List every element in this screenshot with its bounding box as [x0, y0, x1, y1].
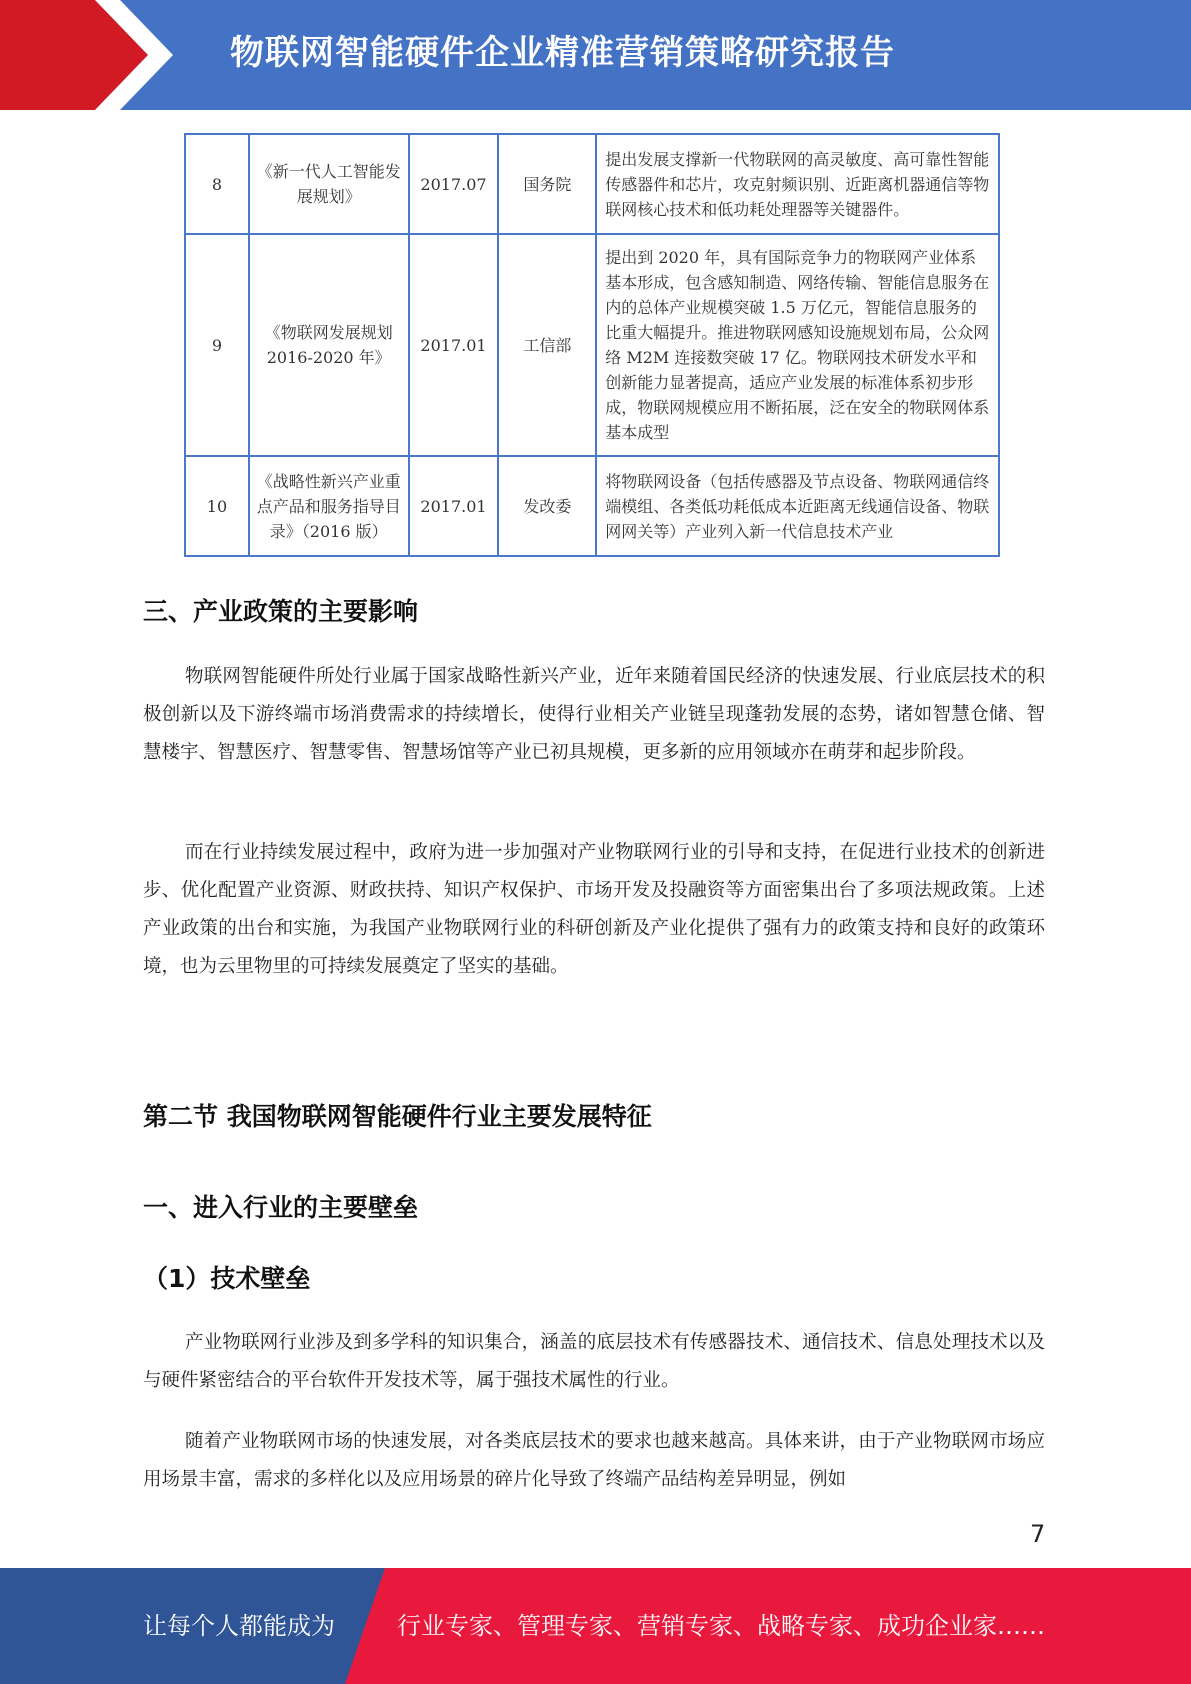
- policy-department: 发改委: [498, 456, 596, 556]
- page-number: 7: [1030, 1520, 1046, 1548]
- page-footer: [0, 1568, 1191, 1684]
- policy-date: 2017.01: [409, 456, 499, 556]
- policy-name: 《物联网发展规划 2016-2020 年》: [249, 234, 409, 456]
- policy-name: 《新一代人工智能发展规划》: [249, 134, 409, 234]
- footer-slogan-right: 行业专家、管理专家、营销专家、战略专家、成功企业家……: [397, 1612, 1045, 1640]
- report-title: 物联网智能硬件企业精准营销策略研究报告: [230, 33, 895, 73]
- body-paragraph: 而在行业持续发展过程中，政府为进一步加强对产业物联网行业的引导和支持，在促进行业技术的创新进步、优化配置产业资源、财政扶持、知识产权保护、市场开发及投融资等方面密集出台了多项法规政策。上述产业政策的出台和实施，为我国产业物联网行业的科研创新及产业化提供了强有力的政策支持和良好的政策环境，也为云里物里的可持续发展奠定了坚实的基础。: [143, 842, 1045, 977]
- table-row: [185, 234, 999, 456]
- page-header: [0, 0, 1191, 110]
- policy-department: 工信部: [498, 234, 596, 456]
- policy-name: 《战略性新兴产业重点产品和服务指导目录》（2016 版）: [249, 456, 409, 556]
- policy-date: 2017.01: [409, 234, 499, 456]
- body-paragraph: 随着产业物联网市场的快速发展，对各类底层技术的要求也越来越高。具体来讲，由于产业物联网市场应用场景丰富，需求的多样化以及应用场景的碎片化导致了终端产品结构差异明显，例如: [143, 1431, 1045, 1490]
- section-heading: 一、进入行业的主要壁垒: [143, 1193, 419, 1222]
- row-number: 10: [185, 456, 249, 556]
- policy-department: 国务院: [498, 134, 596, 234]
- table-row: [185, 134, 999, 234]
- row-number: 8: [185, 134, 249, 234]
- policy-description: 提出到 2020 年，具有国际竞争力的物联网产业体系基本形成，包含感知制造、网络传输、智能信息服务在内的总体产业规模突破 1.5 万亿元，智能信息服务的比重大幅提升。推进物联网感知设施规划布局，公众网络 M2M 连接数突破 17 亿。物联网技术研发水平和创新能力显著提高，适应产业发展的标准体系初步形成，物联网规模应用不断拓展，泛在安全的物联网体系基本成型: [596, 234, 999, 456]
- policy-date: 2017.07: [409, 134, 499, 234]
- subsection-heading: （1）技术壁垒: [143, 1264, 311, 1293]
- chapter-heading: 第二节 我国物联网智能硬件行业主要发展特征: [143, 1102, 652, 1131]
- policy-description: 提出发展支撑新一代物联网的高灵敏度、高可靠性智能传感器件和芯片，攻克射频识别、近距离机器通信等物联网核心技术和低功耗处理器等关键器件。: [596, 134, 999, 234]
- footer-slogan-left: 让每个人都能成为: [143, 1612, 335, 1640]
- table-row: [185, 456, 999, 556]
- body-paragraph: 产业物联网行业涉及到多学科的知识集合，涵盖的底层技术有传感器技术、通信技术、信息处理技术以及与硬件紧密结合的平台软件开发技术等，属于强技术属性的行业。: [143, 1332, 1045, 1391]
- section-heading: 三、产业政策的主要影响: [143, 597, 419, 626]
- policy-description: 将物联网设备（包括传感器及节点设备、物联网通信终端模组、各类低功耗低成本近距离无线通信设备、物联网网关等）产业列入新一代信息技术产业: [596, 456, 999, 556]
- row-number: 9: [185, 234, 249, 456]
- body-paragraph: 物联网智能硬件所处行业属于国家战略性新兴产业，近年来随着国民经济的快速发展、行业底层技术的积极创新以及下游终端市场消费需求的持续增长，使得行业相关产业链呈现蓬勃发展的态势，诸如智慧仓储、智慧楼宇、智慧医疗、智慧零售、智慧场馆等产业已初具规模，更多新的应用领域亦在萌芽和起步阶段。: [143, 666, 1045, 763]
- policy-table: [184, 133, 1000, 557]
